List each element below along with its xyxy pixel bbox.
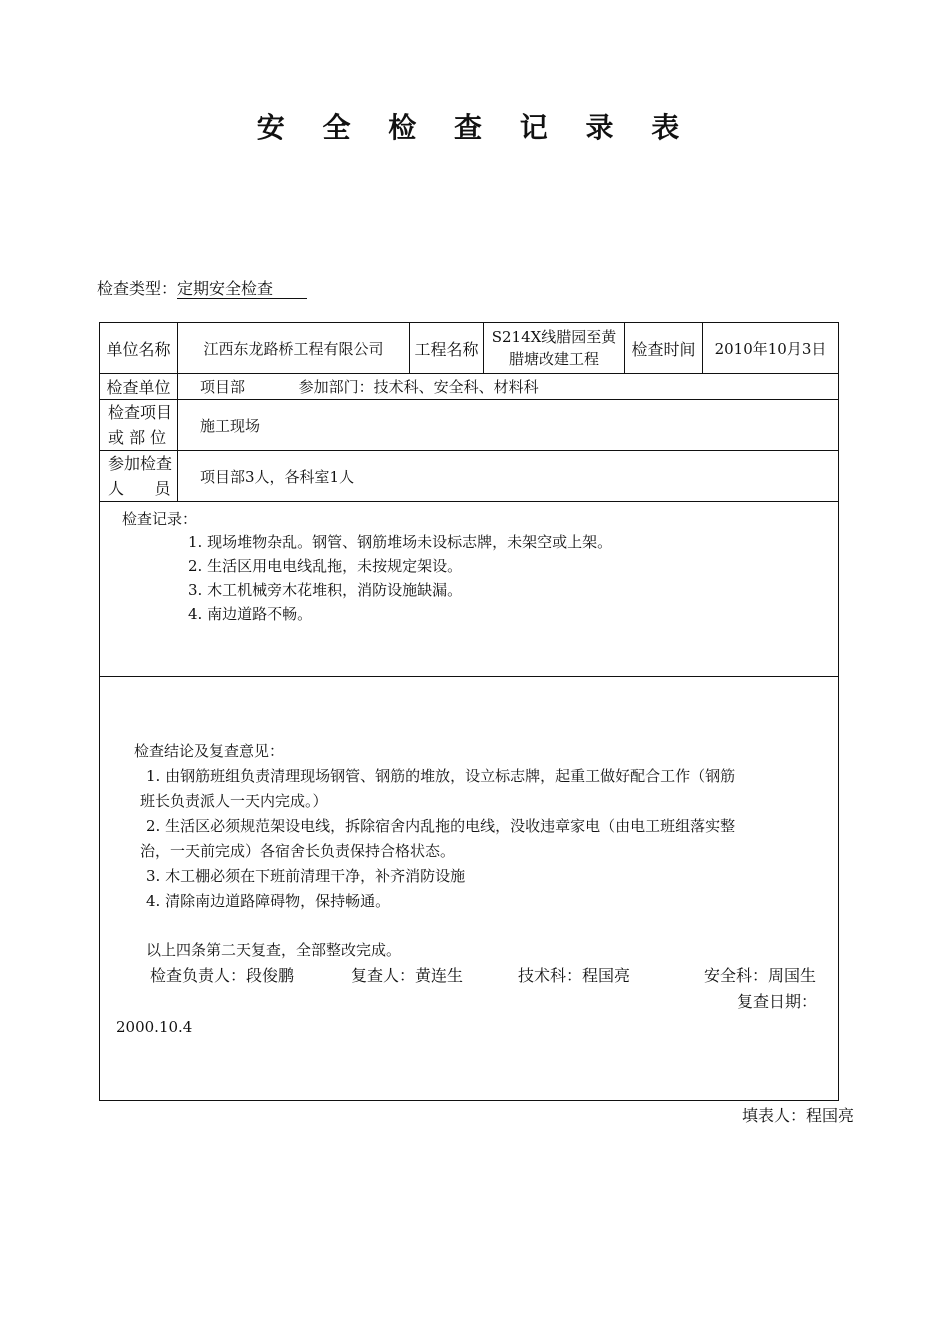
check-item-label — [100, 400, 178, 451]
record-item: 2. 生活区用电电线乱拖，未按规定架设。 — [188, 557, 463, 575]
conclusion-line: 班长负责派人一天内完成。） — [140, 792, 328, 810]
review-date-value: 2000.10.4 — [116, 1018, 193, 1036]
records-cell — [100, 502, 839, 677]
check-time-value: 2010年10月3日 — [703, 323, 839, 374]
sig-inspector: 检查负责人：段俊鹏 — [150, 966, 295, 985]
participants-label-line1: 参加检查 — [108, 454, 173, 473]
sig-safety: 安全科：周国生 — [704, 966, 817, 985]
page-title: 安 全 检 查 记 录 表 — [256, 111, 694, 144]
project-name-label: 工程名称 — [410, 323, 484, 374]
check-item-label-line2: 或 部 位 — [108, 428, 167, 447]
check-unit-label: 检查单位 — [100, 374, 178, 400]
sig-tech: 技术科：程国亮 — [518, 966, 631, 985]
signatures-line — [140, 963, 822, 989]
conclusion-line: 2. 生活区必须规范架设电线，拆除宿舍内乱拖的电线，没收违章家电（由电工班组落实整 — [146, 817, 736, 835]
row-unit — [100, 323, 839, 374]
participants-value: 项目部3人，各科室1人 — [178, 451, 839, 502]
project-name-line2: 腊塘改建工程 — [508, 350, 599, 368]
conclusion-line: 4. 清除南边道路障碍物，保持畅通。 — [146, 892, 391, 910]
conclusion-line: 治，一天前完成）各宿舍长负责保持合格状态。 — [140, 842, 456, 860]
conclusion-summary: 以上四条第二天复查，全部整改完成。 — [146, 941, 402, 959]
check-unit-value: 项目部 — [200, 378, 246, 396]
inspection-form-table — [99, 322, 839, 1101]
review-date-line — [140, 989, 822, 1015]
check-type-line — [97, 276, 307, 299]
check-item-label-line1: 检查项目 — [108, 403, 173, 422]
participants-label-line2: 人 员 — [108, 479, 171, 498]
check-item-value: 施工现场 — [178, 400, 839, 451]
sig-reviewer: 复查人：黄连生 — [351, 966, 464, 985]
review-date-label: 复查日期： — [737, 992, 818, 1011]
check-unit-cell — [178, 374, 839, 400]
conclusion-line: 1. 由钢筋班组负责清理现场钢管、钢筋的堆放，设立标志牌，起重工做好配合工作（钢筋 — [146, 767, 736, 785]
row-conclusion — [100, 677, 839, 1101]
unit-name-value: 江西东龙路桥工程有限公司 — [178, 323, 410, 374]
row-check-item — [100, 400, 839, 451]
record-item: 1. 现场堆物杂乱。钢管、钢筋堆场未设标志牌，未架空或上架。 — [188, 533, 613, 551]
filled-by: 填表人：程国亮 — [742, 1106, 855, 1125]
unit-name-label: 单位名称 — [100, 323, 178, 374]
project-name-line1: S214X线腊园至黄 — [491, 328, 617, 346]
record-item: 4. 南边道路不畅。 — [188, 605, 313, 623]
participants-label — [100, 451, 178, 502]
check-time-label: 检查时间 — [625, 323, 703, 374]
records-heading: 检查记录： — [122, 510, 198, 528]
row-records — [100, 502, 839, 677]
project-name-value — [484, 323, 625, 374]
row-check-unit — [100, 374, 839, 400]
check-type-value: 定期安全检查 — [177, 280, 307, 299]
record-item: 3. 木工机械旁木花堆积，消防设施缺漏。 — [188, 581, 463, 599]
conclusion-cell — [100, 677, 839, 1101]
conclusion-heading: 检查结论及复查意见： — [134, 742, 285, 760]
check-type-label: 检查类型： — [97, 279, 178, 298]
conclusion-line: 3. 木工棚必须在下班前清理干净，补齐消防设施 — [146, 867, 466, 885]
row-participants — [100, 451, 839, 502]
participating-depts: 参加部门：技术科、安全科、材料科 — [298, 378, 539, 396]
